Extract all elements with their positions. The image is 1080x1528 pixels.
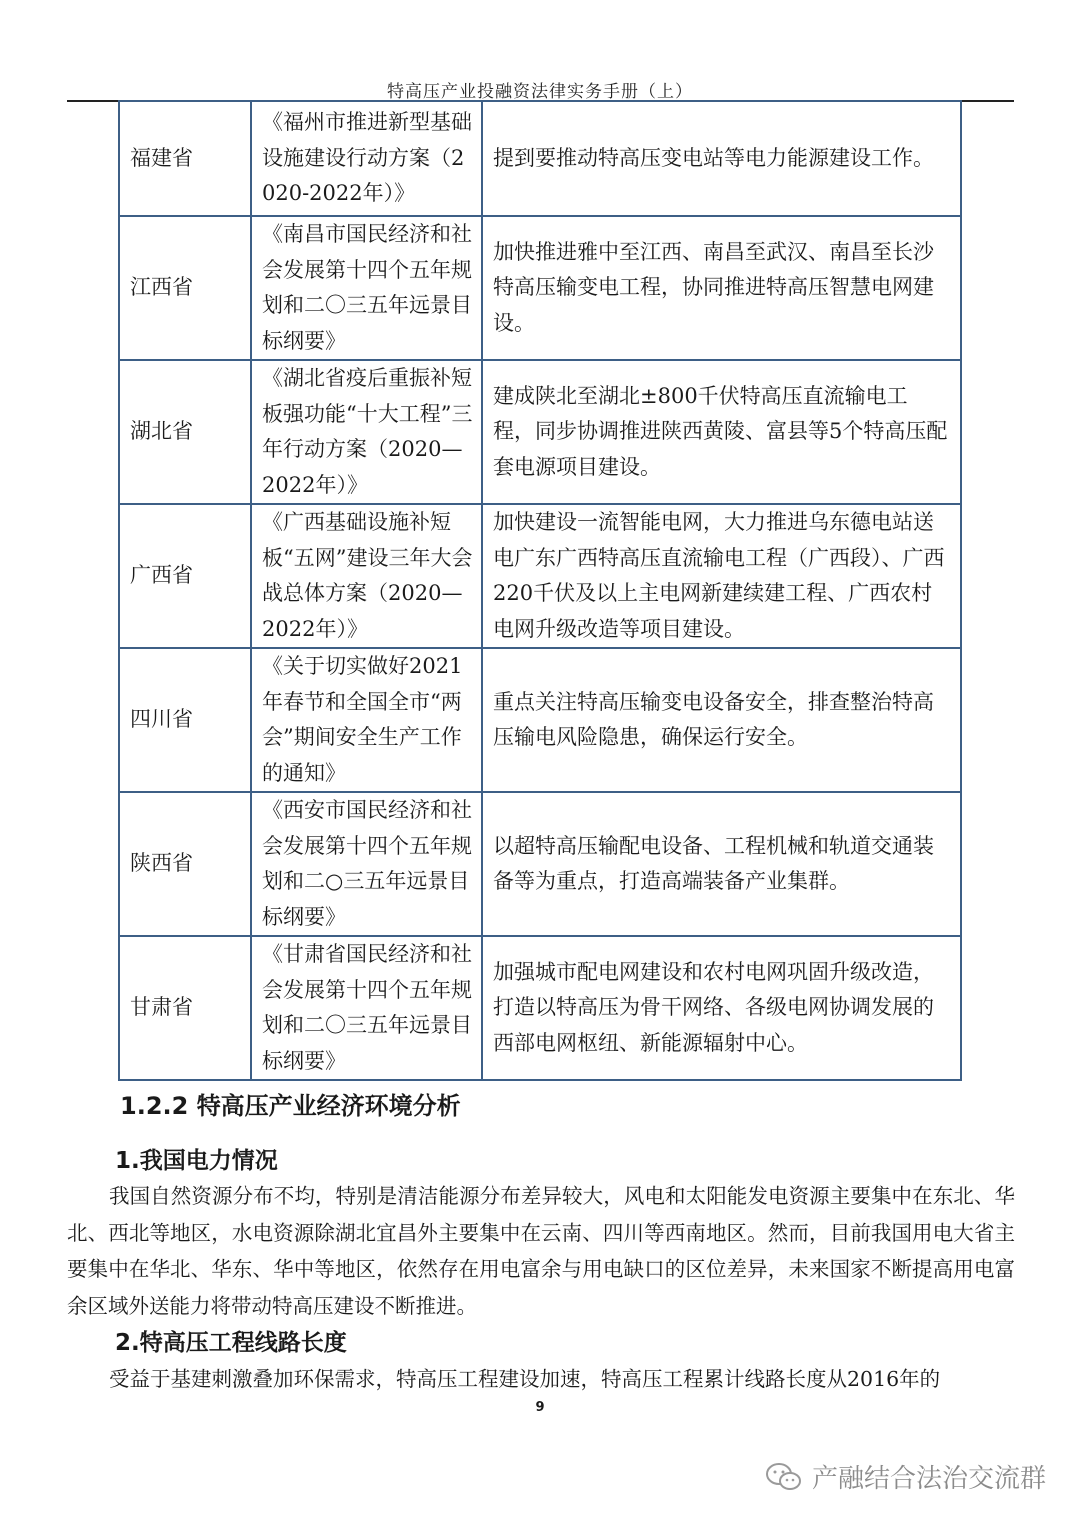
document-cell: 《关于切实做好2021年春节和全国全市“两会”期间安全生产工作的通知》 [251, 648, 482, 792]
content-cell: 重点关注特高压输变电设备安全，排查整治特高压输电风险隐患，确保运行安全。 [482, 648, 961, 792]
document-cell: 《湖北省疫后重振补短板强功能“十大工程”三年行动方案（2020—2022年）》 [251, 360, 482, 504]
page-number: 9 [535, 1400, 545, 1415]
province-cell: 陕西省 [119, 792, 251, 936]
table-row [119, 792, 961, 936]
province-cell: 福建省 [119, 101, 251, 216]
table-row [119, 101, 961, 216]
running-header: 特高压产业投融资法律实务手册（上） [387, 82, 693, 102]
paragraph-power-situation: 我国自然资源分布不均，特别是清洁能源分布差异较大，风电和太阳能发电资源主要集中在东北、华北、西北等地区，水电资源除湖北宜昌外主要集中在云南、四川等西南地区。然而，目前我国用电大省主要集中在华北、华东、华中等地区，依然存在用电富余与用电缺口的区位差异，未来国家不断提高用电富余区域外送能力将带动特高压建设不断推进。 [67, 1184, 1015, 1318]
content-cell: 加强城市配电网建设和农村电网巩固升级改造，打造以特高压为骨干网络、各级电网协调发展的西部电网枢纽、新能源辐射中心。 [482, 936, 961, 1080]
wechat-icon [764, 1461, 804, 1493]
document-cell: 《广西基础设施补短板“五网”建设三年大会战总体方案（2020—2022年）》 [251, 504, 482, 648]
document-cell: 《西安市国民经济和社会发展第十四个五年规划和二○三五年远景目标纲要》 [251, 792, 482, 936]
table-row [119, 360, 961, 504]
table-row [119, 216, 961, 360]
policy-table [118, 100, 962, 1081]
table-row [119, 648, 961, 792]
document-cell: 《南昌市国民经济和社会发展第十四个五年规划和二〇三五年远景目标纲要》 [251, 216, 482, 360]
province-cell: 湖北省 [119, 360, 251, 504]
document-cell: 《甘肃省国民经济和社会发展第十四个五年规划和二〇三五年远景目标纲要》 [251, 936, 482, 1080]
section-heading: 1.2.2 特高压产业经济环境分析 [120, 1092, 461, 1120]
content-cell: 建成陕北至湖北±800千伏特高压直流输电工程，同步协调推进陕西黄陵、富县等5个特高压配套电源项目建设。 [482, 360, 961, 504]
subheading-line-length: 2.特高压工程线路长度 [115, 1330, 347, 1356]
table-row [119, 504, 961, 648]
content-cell: 加快推进雅中至江西、南昌至武汉、南昌至长沙特高压输变电工程，协同推进特高压智慧电网建设。 [482, 216, 961, 360]
watermark-text: 产融结合法治交流群 [811, 1464, 1046, 1494]
watermark [764, 1458, 1046, 1495]
content-cell: 以超特高压输配电设备、工程机械和轨道交通装备等为重点，打造高端装备产业集群。 [482, 792, 961, 936]
content-cell: 加快建设一流智能电网，大力推进乌东德电站送电广东广西特高压直流输电工程（广西段）、广西220千伏及以上主电网新建续建工程、广西农村电网升级改造等项目建设。 [482, 504, 961, 648]
province-cell: 甘肃省 [119, 936, 251, 1080]
content-cell: 提到要推动特高压变电站等电力能源建设工作。 [482, 101, 961, 216]
subheading-power-situation: 1.我国电力情况 [115, 1148, 278, 1174]
paragraph-line-length: 受益于基建刺激叠加环保需求，特高压工程建设加速，特高压工程累计线路长度从2016年的 [109, 1367, 941, 1391]
table-row [119, 936, 961, 1080]
province-cell: 广西省 [119, 504, 251, 648]
document-cell: 《福州市推进新型基础设施建设行动方案（2020-2022年）》 [251, 101, 482, 216]
province-cell: 江西省 [119, 216, 251, 360]
province-cell: 四川省 [119, 648, 251, 792]
